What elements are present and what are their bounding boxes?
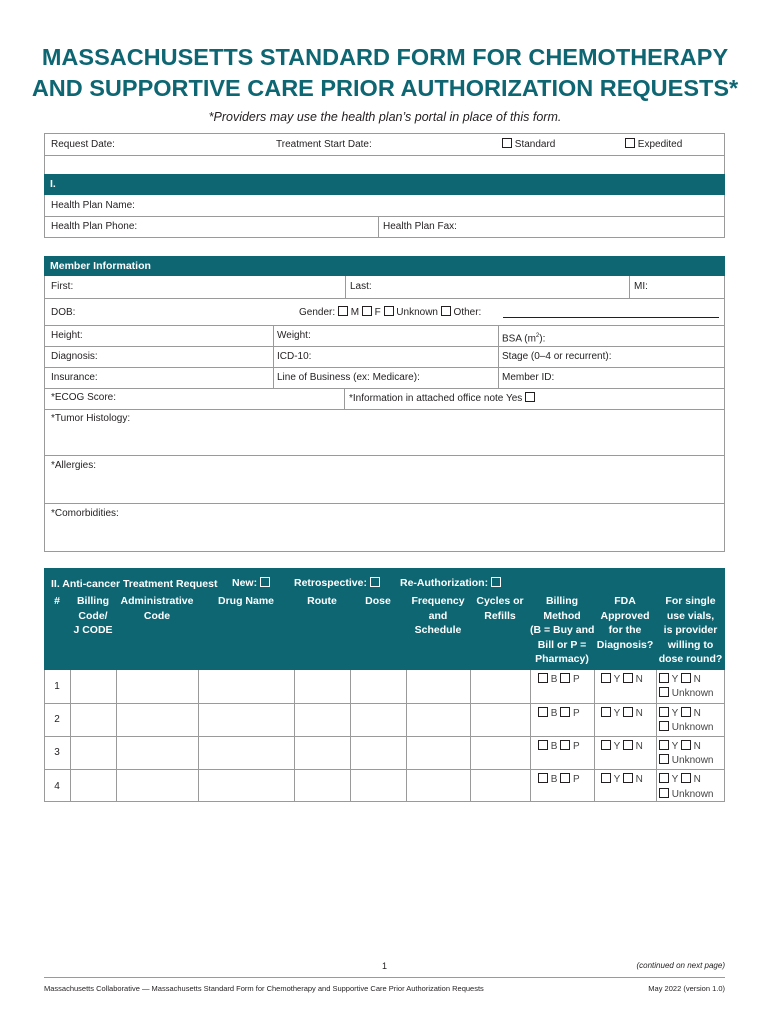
col-header-frequency	[406, 594, 470, 638]
page-number: 1	[382, 961, 388, 971]
billing-b-label: B	[550, 741, 558, 752]
dose-round-n-checkbox[interactable]	[681, 740, 691, 750]
fda-n-checkbox[interactable]	[623, 773, 633, 783]
fda-n-label: N	[635, 741, 643, 752]
dose-round-options	[659, 673, 701, 686]
request-row-spacer	[44, 156, 725, 174]
treatment-vline-10	[656, 670, 657, 802]
form-title-line-2: AND SUPPORTIVE CARE PRIOR AUTHORIZATION REQUESTS*	[31, 75, 739, 101]
bsa-field[interactable]	[502, 330, 545, 345]
comorbidities-field[interactable]: *Comorbidities:	[51, 508, 119, 519]
billing-b-checkbox[interactable]	[538, 773, 548, 783]
gender-f-label: F	[374, 307, 381, 318]
expedited-option[interactable]	[625, 138, 682, 151]
dose-round-y-label: Y	[671, 708, 679, 719]
footer-left-text: Massachusetts Collaborative — Massachusetts Standard Form for Chemotherapy and Supportive Care Prior Authorization Requests	[44, 984, 484, 993]
treatment-vline-7	[470, 670, 471, 802]
dose-round-unknown-label: Unknown	[671, 722, 714, 733]
height-field[interactable]: Height:	[51, 330, 83, 341]
treatment-vline-2	[116, 670, 117, 802]
member-line-5	[44, 388, 725, 389]
col-header-single-use	[656, 594, 725, 667]
fda-y-label: Y	[613, 674, 621, 685]
billing-b-label: B	[550, 708, 558, 719]
line-of-business-field[interactable]: Line of Business (ex: Medicare):	[277, 372, 420, 383]
fda-y-label: Y	[613, 741, 621, 752]
gender-group	[299, 306, 481, 319]
last-name-field[interactable]: Last:	[350, 281, 372, 292]
col-header-billing-method-line: Bill or P =	[537, 638, 587, 651]
treatment-start-date-field[interactable]: Treatment Start Date:	[276, 139, 372, 150]
member-id-field[interactable]: Member ID:	[502, 372, 555, 383]
standard-label: Standard	[514, 139, 556, 150]
office-note-option[interactable]	[349, 392, 535, 405]
dose-round-unknown-option	[659, 687, 713, 700]
insurance-field[interactable]: Insurance:	[51, 372, 98, 383]
row-number: 4	[54, 781, 60, 792]
billing-p-label: P	[573, 741, 580, 752]
gender-m-label: M	[350, 307, 360, 318]
gender-other-label: Other:	[453, 307, 482, 318]
fda-y-label: Y	[613, 708, 621, 719]
row-number: 2	[54, 714, 60, 725]
dose-round-n-checkbox[interactable]	[681, 673, 691, 683]
new-option[interactable]	[232, 576, 270, 590]
bsa-superscript: 2	[535, 333, 540, 339]
gender-f-checkbox[interactable]	[362, 306, 372, 316]
fda-y-checkbox[interactable]	[601, 740, 611, 750]
gender-unknown-checkbox[interactable]	[384, 306, 394, 316]
treatment-vline-4	[294, 670, 295, 802]
member-line-2	[44, 325, 725, 326]
request-date-field[interactable]: Request Date:	[51, 139, 115, 150]
treatment-vline-5	[350, 670, 351, 802]
billing-b-checkbox[interactable]	[538, 740, 548, 750]
dob-field[interactable]: DOB:	[51, 307, 76, 318]
row-number: 1	[54, 681, 60, 692]
billing-b-checkbox[interactable]	[538, 707, 548, 717]
col-header-billing-method	[530, 594, 594, 667]
icd-10-field[interactable]: ICD-10:	[277, 351, 312, 362]
fda-n-label: N	[635, 674, 643, 685]
billing-b-checkbox[interactable]	[538, 673, 548, 683]
gender-other-checkbox[interactable]	[441, 306, 451, 316]
fda-n-checkbox[interactable]	[623, 673, 633, 683]
office-note-yes-checkbox[interactable]	[525, 392, 535, 402]
bsa-label: BSA (m	[502, 333, 536, 345]
fda-y-label: Y	[613, 774, 621, 785]
new-label: New:	[232, 577, 258, 589]
reauthorization-checkbox[interactable]	[491, 577, 501, 587]
fda-options	[601, 673, 643, 686]
office-note-label: *Information in attached office note Yes	[349, 393, 523, 404]
reauthorization-option[interactable]	[400, 576, 501, 590]
col-header-billing-code-line: Billing	[76, 595, 110, 607]
dose-round-options	[659, 707, 701, 720]
dose-round-options	[659, 773, 701, 786]
ecog-score-field[interactable]: *ECOG Score:	[51, 392, 117, 403]
dose-round-n-label: N	[693, 741, 701, 752]
billing-p-checkbox[interactable]	[560, 707, 570, 717]
member-information-band: Member Information	[44, 256, 725, 276]
allergies-field[interactable]: *Allergies:	[51, 460, 97, 471]
footer-version: May 2022 (version 1.0)	[648, 984, 725, 993]
col-header-cycles-line: Cycles or	[476, 595, 524, 607]
dose-round-n-label: N	[693, 774, 701, 785]
standard-checkbox[interactable]	[502, 138, 512, 148]
fda-options	[601, 773, 643, 786]
dose-round-n-label: N	[693, 708, 701, 719]
dose-round-unknown-option	[659, 754, 713, 767]
dose-round-unknown-label: Unknown	[671, 755, 714, 766]
col-header-single-use-line: dose round?	[658, 653, 723, 665]
treatment-band-title: II. Anti-cancer Treatment Request	[51, 578, 218, 590]
billing-method-options	[538, 673, 580, 686]
member-vline-last	[345, 276, 346, 298]
col-header-single-use-line: For single	[665, 595, 716, 607]
dose-round-unknown-checkbox[interactable]	[659, 788, 669, 798]
col-header-dose: Dose	[365, 595, 391, 607]
col-header-num: #	[54, 595, 60, 607]
dose-round-n-label: N	[693, 674, 701, 685]
col-header-billing-method-line: Billing	[545, 595, 579, 607]
health-plan-fax-field[interactable]: Health Plan Fax:	[383, 221, 457, 232]
fda-options	[601, 707, 643, 720]
col-header-billing-method-line: Pharmacy)	[535, 653, 589, 665]
col-header-billing-code-line: Code/	[78, 609, 108, 622]
form-subtitle: *Providers may use the health plan’s portal in place of this form.	[208, 110, 562, 124]
gender-unknown-label: Unknown	[396, 307, 438, 318]
gender-label: Gender:	[299, 307, 336, 318]
treatment-vline-8	[530, 670, 531, 802]
dose-round-options	[659, 740, 701, 753]
billing-b-label: B	[550, 774, 558, 785]
dose-round-y-label: Y	[671, 674, 679, 685]
first-name-field[interactable]: First:	[51, 281, 74, 292]
row-number: 3	[54, 747, 60, 758]
col-header-billing-method-line: Method	[543, 609, 581, 622]
standard-option[interactable]	[502, 138, 555, 151]
dose-round-unknown-checkbox[interactable]	[659, 754, 669, 764]
fda-n-checkbox[interactable]	[623, 740, 633, 750]
member-line-6	[44, 409, 725, 410]
treatment-vline-9	[594, 670, 595, 802]
fda-n-label: N	[635, 708, 643, 719]
col-header-single-use-line: willing to	[667, 638, 714, 651]
col-header-fda-line: Diagnosis?	[596, 638, 654, 651]
footer-divider	[44, 977, 725, 978]
col-header-frequency-line: Frequency	[411, 595, 465, 607]
col-header-fda-line: for the	[608, 624, 642, 636]
dose-round-unknown-option	[659, 788, 713, 801]
continued-note: (continued on next page)	[636, 961, 725, 970]
fda-options	[601, 740, 643, 753]
dose-round-y-label: Y	[671, 741, 679, 752]
member-line-7	[44, 455, 725, 456]
dose-round-unknown-label: Unknown	[671, 688, 714, 699]
treatment-vline-6	[406, 670, 407, 802]
member-vline-ecog	[344, 388, 345, 409]
retrospective-option[interactable]	[294, 576, 380, 590]
reauthorization-label: Re-Authorization:	[400, 577, 489, 589]
dose-round-n-checkbox[interactable]	[681, 773, 691, 783]
billing-p-label: P	[573, 674, 580, 685]
health-plan-phone-field[interactable]: Health Plan Phone:	[51, 221, 138, 232]
col-header-billing-method-line: (B = Buy and	[530, 624, 595, 636]
col-header-fda	[594, 594, 656, 652]
gender-m-checkbox[interactable]	[338, 306, 348, 316]
retrospective-label: Retrospective:	[294, 577, 367, 589]
billing-method-options	[538, 740, 580, 753]
col-header-single-use-line: use vials,	[666, 609, 715, 622]
middle-initial-field[interactable]: MI:	[634, 281, 648, 292]
billing-p-checkbox[interactable]	[560, 740, 570, 750]
treatment-row-line-1	[44, 703, 725, 704]
dose-round-y-checkbox[interactable]	[659, 773, 669, 783]
col-header-fda-line: FDA	[614, 595, 636, 607]
fda-n-label: N	[635, 774, 643, 785]
billing-method-options	[538, 773, 580, 786]
treatment-row-line-2	[44, 736, 725, 737]
dose-round-y-label: Y	[671, 774, 679, 785]
treatment-vline-1	[70, 670, 71, 802]
fda-n-checkbox[interactable]	[623, 707, 633, 717]
request-row	[44, 133, 725, 156]
col-header-admin-code-line: Code	[143, 609, 171, 622]
stage-field[interactable]: Stage (0–4 or recurrent):	[502, 351, 612, 362]
bsa-label-end: ):	[539, 333, 546, 345]
member-line-4	[44, 367, 725, 368]
member-line-1	[44, 298, 725, 299]
treatment-row-line-3	[44, 769, 725, 770]
dose-round-unknown-label: Unknown	[671, 789, 714, 800]
fda-y-checkbox[interactable]	[601, 707, 611, 717]
tumor-histology-field[interactable]: *Tumor Histology:	[51, 413, 131, 424]
gender-other-input-line[interactable]	[503, 317, 719, 318]
dose-round-unknown-checkbox[interactable]	[659, 721, 669, 731]
section-1-divider	[44, 216, 725, 217]
col-header-admin-code	[116, 594, 198, 623]
section-1-band: I.	[44, 174, 725, 195]
expedited-label: Expedited	[637, 139, 683, 150]
dose-round-unknown-option	[659, 721, 713, 734]
treatment-vline-3	[198, 670, 199, 802]
retrospective-checkbox[interactable]	[370, 577, 380, 587]
fda-y-checkbox[interactable]	[601, 673, 611, 683]
member-vline-mid	[273, 325, 274, 388]
dose-round-y-checkbox[interactable]	[659, 740, 669, 750]
billing-p-label: P	[573, 708, 580, 719]
col-header-frequency-line: Schedule	[414, 624, 462, 636]
col-header-billing-code-line: J CODE	[73, 624, 113, 636]
member-line-3	[44, 346, 725, 347]
fda-y-checkbox[interactable]	[601, 773, 611, 783]
dose-round-y-checkbox[interactable]	[659, 707, 669, 717]
col-header-fda-line: Approved	[600, 609, 650, 622]
member-vline-right	[498, 325, 499, 388]
billing-p-label: P	[573, 774, 580, 785]
health-plan-name-field[interactable]: Health Plan Name:	[51, 200, 135, 211]
col-header-billing-code	[70, 594, 116, 638]
billing-p-checkbox[interactable]	[560, 773, 570, 783]
form-title-line-1: MASSACHUSETTS STANDARD FORM FOR CHEMOTHERAPY	[41, 44, 729, 70]
section-1-col-divider	[378, 216, 379, 238]
billing-b-label: B	[550, 674, 558, 685]
form-title	[0, 42, 770, 104]
col-header-admin-code-line: Administrative	[120, 595, 194, 607]
member-vline-mi	[629, 276, 630, 298]
billing-p-checkbox[interactable]	[560, 673, 570, 683]
billing-method-options	[538, 707, 580, 720]
col-header-route: Route	[307, 595, 337, 607]
new-checkbox[interactable]	[260, 577, 270, 587]
member-line-8	[44, 503, 725, 504]
weight-field[interactable]: Weight:	[277, 330, 311, 341]
dose-round-n-checkbox[interactable]	[681, 707, 691, 717]
col-header-cycles	[470, 594, 530, 623]
expedited-checkbox[interactable]	[625, 138, 635, 148]
col-header-single-use-line: is provider	[663, 624, 718, 636]
col-header-cycles-line: Refills	[484, 609, 516, 622]
diagnosis-field[interactable]: Diagnosis:	[51, 351, 98, 362]
dose-round-y-checkbox[interactable]	[659, 673, 669, 683]
dose-round-unknown-checkbox[interactable]	[659, 687, 669, 697]
col-header-drug-name: Drug Name	[217, 595, 274, 607]
col-header-frequency-line: and	[428, 609, 448, 622]
